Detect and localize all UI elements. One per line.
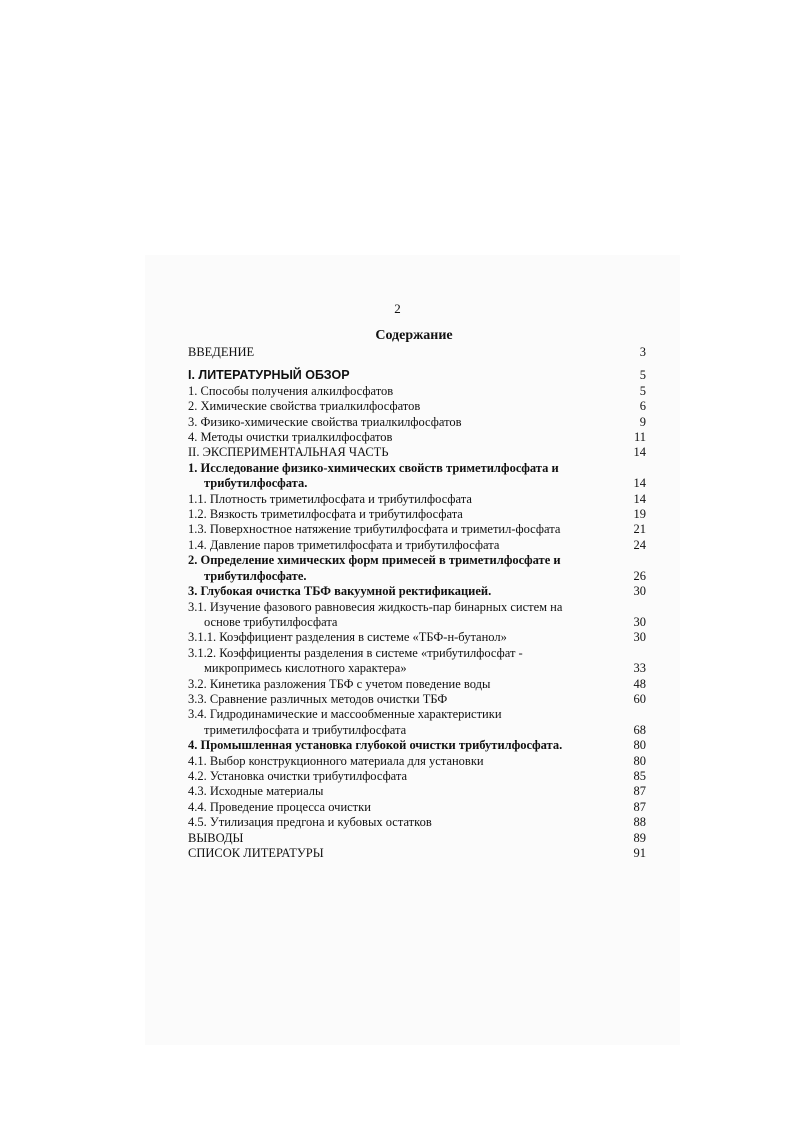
toc-entry-text: 1.2. Вязкость триметилфосфата и трибутилфосфата	[188, 507, 463, 522]
toc-entry	[188, 538, 648, 553]
toc-entry-page: 14	[633, 491, 646, 506]
toc-entry-text: 4.3. Исходные материалы	[188, 784, 324, 799]
toc-entry-page: 14	[633, 476, 646, 491]
toc-entry	[188, 754, 648, 769]
toc-entry	[188, 646, 648, 677]
toc-entry-page: 48	[633, 676, 646, 691]
toc-entry-literature-review	[188, 368, 648, 383]
toc-entry-text: СПИСОК ЛИТЕРАТУРЫ	[188, 846, 324, 860]
toc-entry-text: 3. Физико-химические свойства триалкилфосфатов	[188, 414, 462, 429]
toc-entry-continuation: основе трибутилфосфата	[204, 614, 338, 629]
toc-title: Содержание	[375, 328, 453, 343]
table-of-contents	[188, 345, 648, 861]
toc-entry-page: 30	[633, 584, 646, 599]
toc-entry-page: 5	[639, 383, 646, 398]
toc-entry	[188, 384, 648, 399]
toc-entry-text: 4.5. Утилизация предгона и кубовых остатков	[188, 815, 432, 830]
toc-entry-references	[188, 846, 648, 861]
toc-entry-text: 3.2. Кинетика разложения ТБФ с учетом поведение воды	[188, 676, 491, 691]
toc-entry-page: 85	[633, 768, 646, 783]
toc-entry	[188, 399, 648, 414]
toc-entry-page: 6	[639, 399, 646, 414]
toc-entry	[188, 692, 648, 707]
toc-entry-page: 3	[639, 345, 646, 359]
toc-entry-text: 1. Способы получения алкилфосфатов	[188, 383, 394, 398]
toc-entry-introduction	[188, 345, 648, 360]
toc-entry-page: 87	[633, 799, 646, 814]
toc-entry-page: 14	[633, 445, 646, 460]
toc-entry-page: 21	[633, 522, 646, 537]
toc-entry-text: 3.1.2. Коэффициенты разделения в системе «трибутилфосфат -	[188, 645, 523, 660]
toc-entry-page: 87	[633, 784, 646, 799]
toc-entry-text: II. ЭКСПЕРИМЕНТАЛЬНАЯ ЧАСТЬ	[188, 445, 389, 460]
toc-entry-text: 4.2. Установка очистки трибутилфосфата	[188, 768, 408, 783]
toc-entry-page: 80	[633, 738, 646, 753]
toc-entry-page: 60	[633, 691, 646, 706]
toc-entry-text: I. ЛИТЕРАТУРНЫЙ ОБЗОР	[188, 368, 350, 383]
toc-entry	[188, 600, 648, 631]
toc-entry-page: 30	[633, 614, 646, 629]
toc-entry-text: 2. Химические свойства триалкилфосфатов	[188, 399, 421, 414]
toc-entry-continuation: микропримесь кислотного характера»	[204, 661, 407, 676]
toc-entry-continuation: трибутилфосфата.	[204, 476, 308, 491]
toc-entry-page: 88	[633, 815, 646, 830]
toc-entry-page: 68	[633, 722, 646, 737]
toc-entry-text: 1.4. Давление паров триметилфосфата и трибутилфосфата	[188, 537, 500, 552]
toc-entry-text: 4.4. Проведение процесса очистки	[188, 799, 371, 814]
toc-entry-text: 1. Исследование физико-химических свойств триметилфосфата и	[188, 460, 559, 475]
toc-entry	[188, 738, 648, 753]
toc-entry-page: 26	[633, 568, 646, 583]
toc-entry	[188, 415, 648, 430]
toc-entry-text: 3.1.1. Коэффициент разделения в системе «ТБФ-н-бутанол»	[188, 630, 507, 645]
toc-entry-text: 3. Глубокая очистка ТБФ вакуумной ректификацией.	[188, 584, 492, 599]
toc-entry	[188, 630, 648, 645]
toc-entry-text: ВВЕДЕНИЕ	[188, 345, 255, 359]
page-number: 2	[394, 301, 401, 316]
toc-entry	[188, 815, 648, 830]
toc-entry	[188, 800, 648, 815]
toc-entry	[188, 677, 648, 692]
toc-entry-page: 91	[633, 846, 646, 860]
toc-entry	[188, 430, 648, 445]
toc-entry-text: 1.1. Плотность триметилфосфата и трибутилфосфата	[188, 491, 472, 506]
toc-entry	[188, 461, 648, 492]
toc-entry-text: 4. Промышленная установка глубокой очистки трибутилфосфата.	[188, 738, 563, 753]
toc-entry-text: 4. Методы очистки триалкилфосфатов	[188, 430, 393, 445]
toc-entry-text: 2. Определение химических форм примесей в триметилфосфате и	[188, 553, 561, 568]
toc-entry-conclusions	[188, 831, 648, 846]
toc-entry	[188, 522, 648, 537]
toc-entry	[188, 784, 648, 799]
toc-entry-page: 9	[639, 414, 646, 429]
toc-entry-continuation: триметилфосфата и трибутилфосфата	[204, 722, 407, 737]
toc-entry-page: 5	[639, 368, 646, 383]
toc-entry-text: 4.1. Выбор конструкционного материала для установки	[188, 753, 484, 768]
toc-entry-text: ВЫВОДЫ	[188, 830, 244, 845]
toc-entry-page: 19	[633, 507, 646, 522]
toc-entry-page: 24	[633, 537, 646, 552]
toc-entry-page: 33	[633, 661, 646, 676]
toc-entry	[188, 769, 648, 784]
toc-entry	[188, 707, 648, 738]
toc-entry-continuation: трибутилфосфате.	[204, 568, 307, 583]
toc-entry	[188, 553, 648, 584]
toc-entry-page: 80	[633, 753, 646, 768]
toc-entry-page: 89	[633, 830, 646, 845]
toc-entry-page: 30	[633, 630, 646, 645]
toc-entry-text: 3.3. Сравнение различных методов очистки ТБФ	[188, 691, 448, 706]
toc-entry-experimental-part	[188, 445, 648, 460]
toc-entry-text: 3.1. Изучение фазового равновесия жидкость-пар бинарных систем на	[188, 599, 563, 614]
toc-entry	[188, 492, 648, 507]
toc-entry	[188, 507, 648, 522]
toc-entry-text: 1.3. Поверхностное натяжение трибутилфосфата и триметил-фосфата	[188, 522, 561, 537]
toc-entry-text: 3.4. Гидродинамические и массообменные характеристики	[188, 707, 502, 722]
toc-entry-page: 11	[633, 430, 646, 445]
toc-entry	[188, 584, 648, 599]
